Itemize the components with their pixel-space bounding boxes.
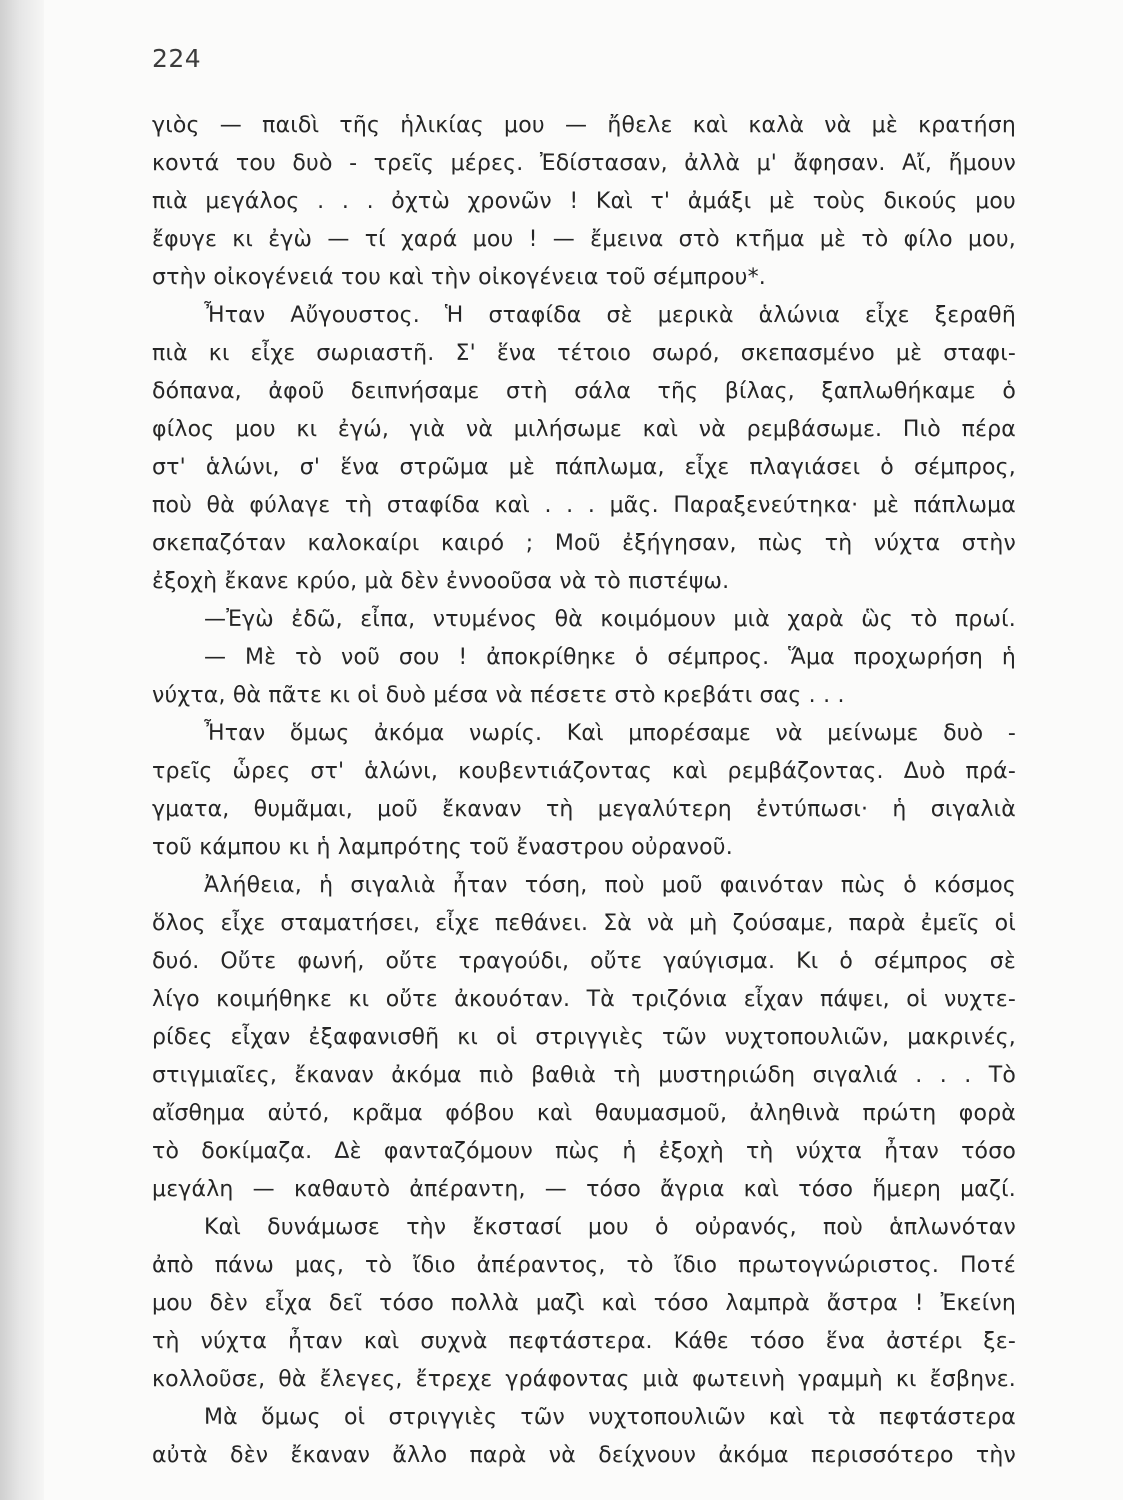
text-line: ποὺ θὰ φύλαγε τὴ σταφίδα καὶ . . . μᾶς. Παραξενεύτηκα· μὲ πάπλωμα (152, 493, 1016, 518)
text-line: — Μὲ τὸ νοῦ σου ! ἀποκρίθηκε ὁ σέμπρος. Ἅμα προχωρήση ἡ (204, 645, 1016, 670)
text-line: γιὸς — παιδὶ τῆς ἡλικίας μου — ἤθελε καὶ καλὰ νὰ μὲ κρατήση (152, 113, 1016, 138)
text-line: —Ἐγὼ ἐδῶ, εἶπα, ντυμένος θὰ κοιμόμουν μιὰ χαρὰ ὣς τὸ πρωί. (204, 607, 1016, 632)
text-line: δυό. Οὔτε φωνή, οὔτε τραγούδι, οὔτε γαύγισμα. Κι ὁ σέμπρος σὲ (152, 949, 1016, 974)
text-line: κολλοῦσε, θὰ ἔλεγες, ἔτρεχε γράφοντας μιὰ φωτεινὴ γραμμὴ κι ἔσβηνε. (152, 1367, 1016, 1392)
text-line: Μὰ ὅμως οἱ στριγγιὲς τῶν νυχτοπουλιῶν καὶ τὰ πεφτάστερα (204, 1405, 1016, 1430)
text-line: Ἦταν Αὔγουστος. Ἡ σταφίδα σὲ μερικὰ ἁλώνια εἶχε ξεραθῆ (204, 303, 1016, 328)
text-line: ρίδες εἶχαν ἐξαφανισθῆ κι οἱ στριγγιὲς τῶν νυχτοπουλιῶν, μακρινές, (152, 1025, 1016, 1050)
text-line: πιὰ κι εἶχε σωριαστῆ. Σ' ἕνα τέτοιο σωρό, σκεπασμένο μὲ σταφι- (152, 341, 1016, 366)
text-line: στ' ἁλώνι, σ' ἕνα στρῶμα μὲ πάπλωμα, εἶχε πλαγιάσει ὁ σέμπρος, (152, 455, 1016, 480)
text-line: γματα, θυμᾶμαι, μοῦ ἔκαναν τὴ μεγαλύτερη ἐντύπωσι· ἡ σιγαλιὰ (152, 797, 1016, 822)
text-line: Καὶ δυνάμωσε τὴν ἔκστασί μου ὁ οὐρανός, ποὺ ἁπλωνόταν (204, 1215, 1016, 1240)
text-line: πιὰ μεγάλος . . . ὀχτὼ χρονῶν ! Καὶ τ' ἀμάξι μὲ τοὺς δικούς μου (152, 189, 1016, 214)
page-number: 224 (152, 44, 202, 73)
text-line: τὴ νύχτα ἦταν καὶ συχνὰ πεφτάστερα. Κάθε τόσο ἕνα ἀστέρι ξε- (152, 1329, 1016, 1354)
text-line: στιγμιαῖες, ἔκαναν ἀκόμα πιὸ βαθιὰ τὴ μυστηριώδη σιγαλιά . . . Τὸ (152, 1063, 1016, 1088)
text-line: σκεπαζόταν καλοκαίρι καιρό ; Μοῦ ἐξήγησαν, πὼς τὴ νύχτα στὴν (152, 531, 1016, 556)
text-line: τρεῖς ὧρες στ' ἁλώνι, κουβεντιάζοντας καὶ ρεμβάζοντας. Δυὸ πρά- (152, 759, 1016, 784)
text-line: μεγάλη — καθαυτὸ ἀπέραντη, — τόσο ἄγρια καὶ τόσο ἥμερη μαζί. (152, 1177, 1016, 1202)
text-line: αὐτὰ δὲν ἔκαναν ἄλλο παρὰ νὰ δείχνουν ἀκόμα περισσότερο τὴν (152, 1443, 1016, 1468)
text-line: ὅλος εἶχε σταματήσει, εἶχε πεθάνει. Σὰ νὰ μὴ ζούσαμε, παρὰ ἐμεῖς οἱ (152, 911, 1016, 936)
text-line: λίγο κοιμήθηκε κι οὔτε ἀκουόταν. Τὰ τριζόνια εἶχαν πάψει, οἱ νυχτε- (152, 987, 1016, 1012)
text-line: νύχτα, θὰ πᾶτε κι οἱ δυὸ μέσα νὰ πέσετε στὸ κρεβάτι σας . . . (152, 683, 845, 708)
page-gutter-shadow (0, 0, 44, 1500)
text-line: Ἦταν ὅμως ἀκόμα νωρίς. Καὶ μπορέσαμε νὰ μείνωμε δυὸ - (204, 721, 1016, 746)
text-line: τὸ δοκίμαζα. Δὲ φανταζόμουν πὼς ἡ ἐξοχὴ τὴ νύχτα ἦταν τόσο (152, 1139, 1016, 1164)
text-line: μου δὲν εἶχα δεῖ τόσο πολλὰ μαζὶ καὶ τόσο λαμπρὰ ἄστρα ! Ἐκείνη (152, 1291, 1016, 1316)
text-line: ἀπὸ πάνω μας, τὸ ἴδιο ἀπέραντος, τὸ ἴδιο πρωτογνώριστος. Ποτέ (152, 1253, 1016, 1278)
text-line: στὴν οἰκογένειά του καὶ τὴν οἰκογένεια τοῦ σέμπρου*. (152, 265, 766, 290)
text-line: ἐξοχὴ ἔκανε κρύο, μὰ δὲν ἐννοοῦσα νὰ τὸ πιστέψω. (152, 569, 730, 594)
text-line: αἴσθημα αὐτό, κρᾶμα φόβου καὶ θαυμασμοῦ, ἀληθινὰ πρώτη φορὰ (152, 1101, 1016, 1126)
text-line: φίλος μου κι ἐγώ, γιὰ νὰ μιλήσωμε καὶ νὰ ρεμβάσωμε. Πιὸ πέρα (152, 417, 1016, 442)
text-line: ἔφυγε κι ἐγὼ — τί χαρά μου ! — ἔμεινα στὸ κτῆμα μὲ τὸ φίλο μου, (152, 227, 1016, 252)
text-line: τοῦ κάμπου κι ἡ λαμπρότης τοῦ ἔναστρου οὐρανοῦ. (152, 835, 733, 860)
text-line: Ἀλήθεια, ἡ σιγαλιὰ ἦταν τόση, ποὺ μοῦ φαινόταν πὼς ὁ κόσμος (204, 873, 1016, 898)
body-text (152, 107, 1016, 1475)
text-line: δόπανα, ἀφοῦ δειπνήσαμε στὴ σάλα τῆς βίλας, ξαπλωθήκαμε ὁ (152, 379, 1016, 404)
text-line: κοντά του δυὸ - τρεῖς μέρες. Ἐδίστασαν, ἀλλὰ μ' ἄφησαν. Αἴ, ἤμουν (152, 151, 1016, 176)
